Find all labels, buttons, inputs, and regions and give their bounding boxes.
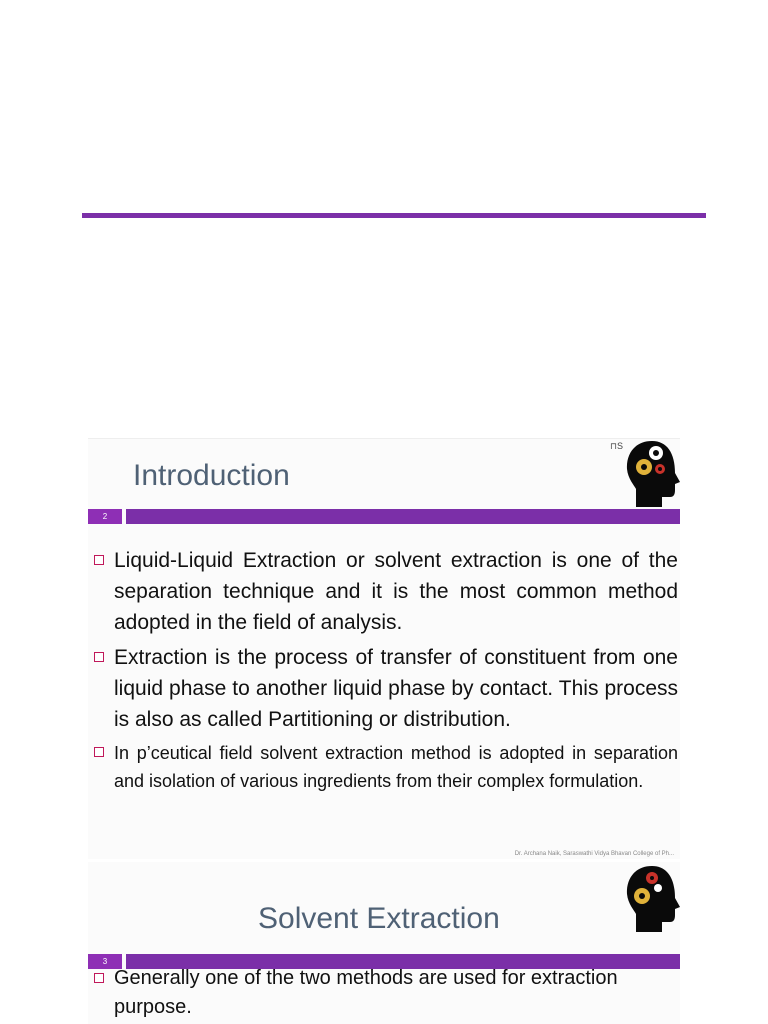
square-bullet-icon	[94, 747, 104, 757]
slide-2	[88, 438, 680, 859]
square-bullet-icon	[94, 973, 104, 983]
slide-title: Solvent Extraction	[258, 902, 500, 935]
save-link[interactable]: ⊓S	[610, 441, 624, 451]
slide-number: 2	[88, 509, 122, 524]
head-gears-icon	[622, 864, 680, 934]
slide-footer: Dr. Archana Naik, Saraswathi Vidya Bhavan College of Ph...	[514, 851, 674, 857]
slide-accent-bar	[126, 509, 680, 524]
square-bullet-icon	[94, 652, 104, 662]
top-divider-rule	[82, 213, 706, 218]
bullet-list	[94, 545, 678, 795]
slide-title: Introduction	[133, 459, 290, 492]
square-bullet-icon	[94, 555, 104, 565]
bullet-list	[94, 964, 678, 1022]
list-item: Liquid-Liquid Extraction or solvent extraction is one of the separation technique and it is the most common method adopted in the field of analysis.	[94, 545, 678, 638]
bookmark-icon: ⊓	[610, 441, 618, 451]
slide-number: 3	[88, 954, 122, 969]
slide-3	[88, 862, 680, 1024]
list-item: Extraction is the process of transfer of constituent from one liquid phase to another liquid phase by contact. This process is also as called Partitioning or distribution.	[94, 642, 678, 735]
head-gears-icon	[622, 439, 680, 509]
list-item: Generally one of the two methods are used for extraction purpose.	[94, 964, 678, 1022]
list-item: In p’ceutical field solvent extraction method is adopted in separation and isolation of various ingredients from their complex formulation.	[94, 739, 678, 795]
